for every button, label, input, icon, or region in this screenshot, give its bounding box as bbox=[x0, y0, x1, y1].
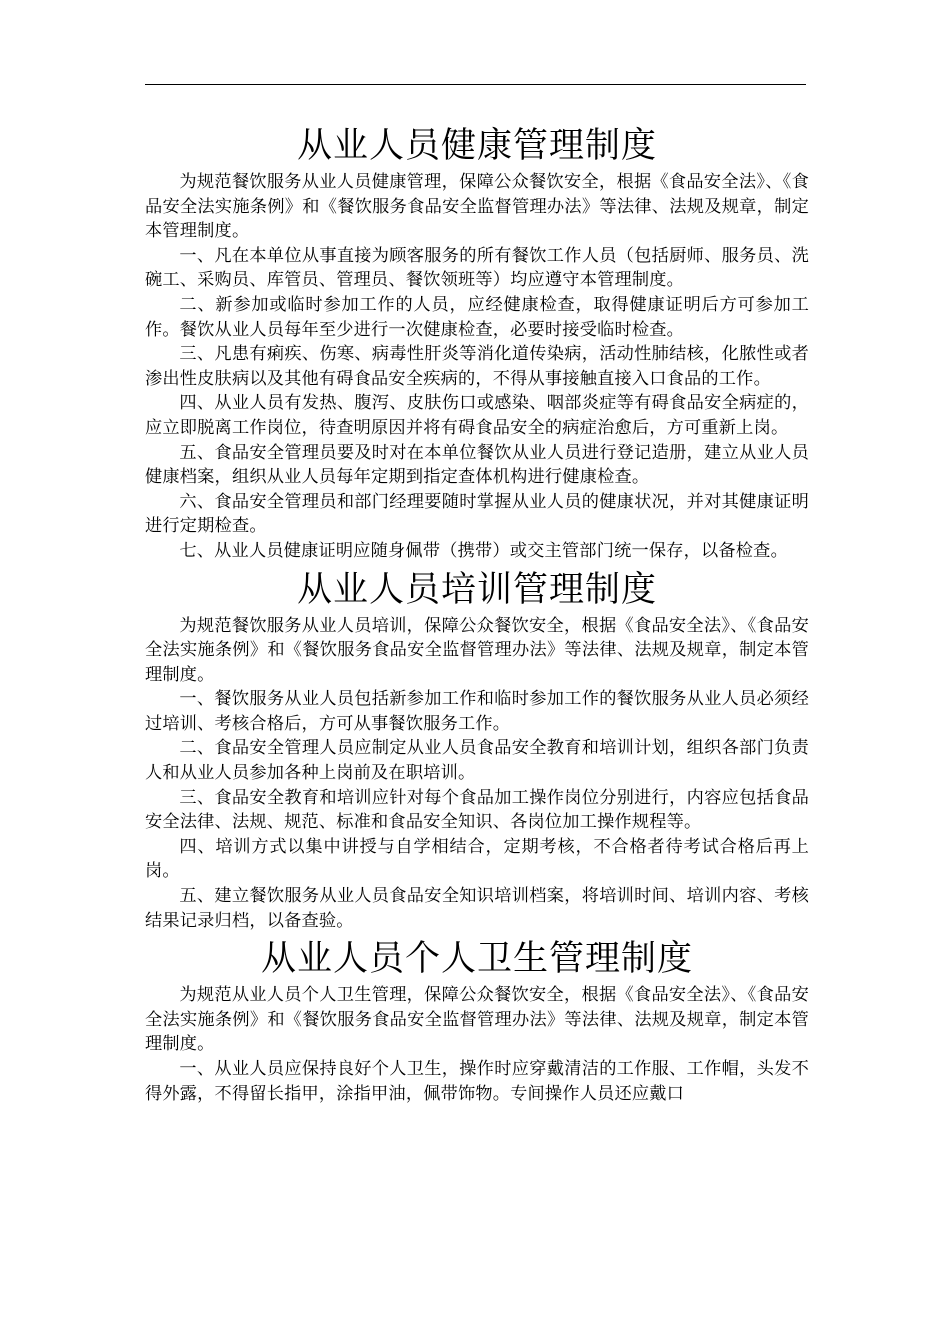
paragraph: 七、从业人员健康证明应随身佩带（携带）或交主管部门统一保存，以备检查。 bbox=[179, 540, 788, 561]
section-health bbox=[145, 122, 809, 564]
paragraph: 为规范餐饮服务从业人员健康管理，保障公众餐饮安全，根据《食品安全法》、《食品安全法实施条例》和《餐饮服务食品安全监督管理办法》等法律、法规及规章，制定本管理制度。 bbox=[145, 172, 809, 242]
paragraph: 一、餐饮服务从业人员包括新参加工作和临时参加工作的餐饮服务从业人员必须经过培训、考核合格后，方可从事餐饮服务工作。 bbox=[145, 689, 809, 734]
document-body bbox=[145, 122, 809, 1108]
paragraph: 六、食品安全管理员和部门经理要随时掌握从业人员的健康状况，并对其健康证明进行定期检查。 bbox=[145, 491, 809, 537]
header-rule bbox=[145, 84, 806, 85]
paragraph: 三、凡患有痢疾、伤寒、病毒性肝炎等消化道传染病，活动性肺结核，化脓性或者渗出性皮肤病以及其他有碍食品安全疾病的，不得从事接触直接入口食品的工作。 bbox=[145, 344, 809, 389]
paragraph: 二、食品安全管理人员应制定从业人员食品安全教育和培训计划，组织各部门负责人和从业人员参加各种上岗前及在职培训。 bbox=[145, 738, 809, 784]
paragraph: 四、培训方式以集中讲授与自学相结合，定期考核，不合格者待考试合格后再上岗。 bbox=[145, 836, 809, 882]
paragraph: 二、新参加或临时参加工作的人员，应经健康检查，取得健康证明后方可参加工作。餐饮从业人员每年至少进行一次健康检查，必要时接受临时检查。 bbox=[145, 294, 809, 340]
paragraph: 四、从业人员有发热、腹泻、皮肤伤口或感染、咽部炎症等有碍食品安全病症的，应立即脱离工作岗位，待查明原因并将有碍食品安全的病症治愈后，方可重新上岗。 bbox=[145, 393, 809, 438]
paragraph: 为规范餐饮服务从业人员培训，保障公众餐饮安全，根据《食品安全法》、《食品安全法实施条例》和《餐饮服务食品安全监督管理办法》等法律、法规及规章，制定本管理制度。 bbox=[145, 615, 809, 685]
section-title: 从业人员健康管理制度 bbox=[296, 126, 657, 166]
paragraph: 一、凡在本单位从事直接为顾客服务的所有餐饮工作人员（包括厨师、服务员、洗碗工、采购员、库管员、管理员、餐饮领班等）均应遵守本管理制度。 bbox=[145, 245, 809, 291]
paragraph: 一、从业人员应保持良好个人卫生，操作时应穿戴清洁的工作服、工作帽，头发不得外露，不得留长指甲，涂指甲油，佩带饰物。专间操作人员还应戴口 bbox=[145, 1059, 809, 1104]
paragraph: 为规范从业人员个人卫生管理，保障公众餐饮安全，根据《食品安全法》、《食品安全法实施条例》和《餐饮服务食品安全监督管理办法》等法律、法规及规章，制定本管理制度。 bbox=[145, 985, 809, 1055]
section-title: 从业人员培训管理制度 bbox=[296, 569, 657, 610]
section-hygiene bbox=[145, 935, 809, 1106]
section-training bbox=[145, 566, 809, 934]
paragraph: 三、食品安全教育和培训应针对每个食品加工操作岗位分别进行，内容应包括食品安全法律、法规、规范、标准和食品安全知识、各岗位加工操作规程等。 bbox=[145, 787, 809, 833]
paragraph: 五、建立餐饮服务从业人员食品安全知识培训档案，将培训时间、培训内容、考核结果记录归档，以备查验。 bbox=[145, 886, 809, 931]
paragraph: 五、食品安全管理员要及时对在本单位餐饮从业人员进行登记造册，建立从业人员健康档案，组织从业人员每年定期到指定查体机构进行健康检查。 bbox=[145, 442, 809, 488]
section-title: 从业人员个人卫生管理制度 bbox=[260, 939, 693, 980]
